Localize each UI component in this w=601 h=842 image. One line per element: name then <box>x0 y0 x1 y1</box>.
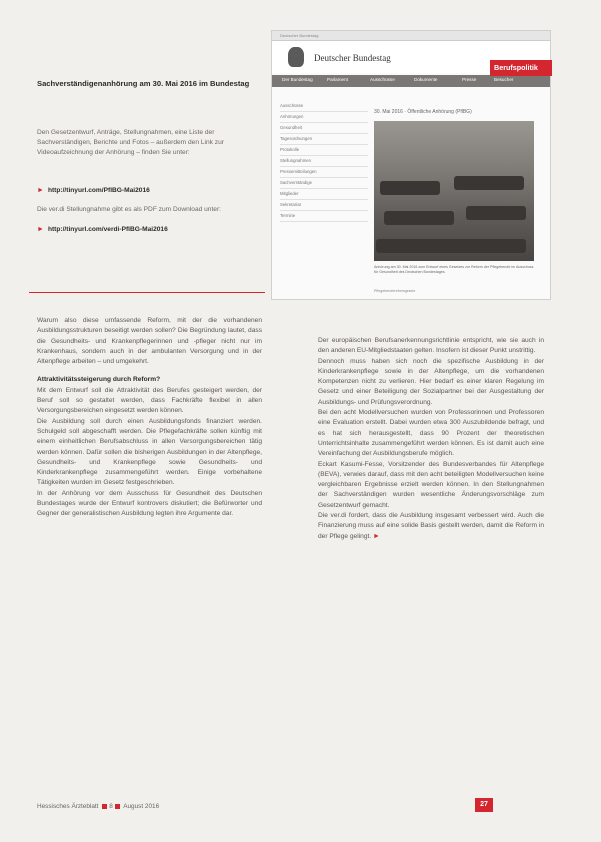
right-column <box>318 336 544 542</box>
page-number: 27 <box>475 798 493 812</box>
square-icon <box>115 804 120 809</box>
sidebar-item[interactable]: Pressemitteilungen <box>280 167 368 178</box>
paragraph: Warum also diese umfassende Reform, mit der die vorhandenen Ausbildungsstrukturen beseitigt werden sollen? Die Begründung lautet, dass die Gesundheits- und Krankenpflegerinnen und -pfleger nicht nur im Krankenhaus, sondern auch in der ambulanten Versorgung und in der Altenpflege arbeiten – und umgekehrt. <box>37 317 262 366</box>
hearing-photo <box>374 121 534 261</box>
arrow-right-icon: ► <box>373 532 380 540</box>
paragraph: In der Anhörung vor dem Ausschuss für Gesundheit des Deutschen Bundestages wurde der Entwurf kontrovers diskutiert; die Befürworter und Gegner der generalistischen Ausbildung legten ihre Argumente dar. <box>37 489 262 518</box>
subheading: Attraktivitätssteigerung durch Reform? <box>37 376 161 384</box>
info-box-text-2: Die ver.di Stellungnahme gibt es als PDF zum Download unter: <box>37 206 221 213</box>
article-headline: 30. Mai 2016 · Öffentliche Anhörung (PflBG) <box>374 109 472 115</box>
nav-item[interactable]: Presse <box>462 77 477 82</box>
nav-item[interactable]: Ausschüsse <box>370 77 395 82</box>
nav-item[interactable]: Dokumente <box>414 77 438 82</box>
paragraph: Der europäischen Berufsanerkennungsrichtlinie entspricht, wie sie auch in den anderen EU-Mitgliedstaaten gelten. Insofern ist dieser Punkt unstrittig. <box>318 337 544 355</box>
nav-item[interactable]: Besucher <box>494 77 514 82</box>
paragraph: Die Ausbildung soll durch einen Ausbildungsfonds finanziert werden. Schulgeld soll abgeschafft werden. Die Pflegefachkräfte sollen künftig mit einem einheitlichen Berufsabschluss in allen Versorgungsbereichen tätig werden können. Dafür sollen die bisherigen Ausbildungen in der Altenpflege, Gesundheits- und Krankenpflege sowie Gesundheits- und Kinderkrankenpflege zusammengeführt werden. Einige vorbehaltene Tätigkeiten wurden im Gesetz festgeschrieben. <box>37 417 262 487</box>
paragraph: Eckart Kasumi-Fesse, Vorsitzender des Bundesverbandes für Altenpflege (BEVA), verwies darauf, dass mit den acht beteiligten Modellversuchen keine vergleichbaren Ergebnisse erzielt werden können. In den Stellungnahmen der Sachverständigen wurden wesentliche Änderungsvorschläge zum Gesetzentwurf gemacht. <box>318 460 544 509</box>
browser-bar: Deutscher Bundestag <box>272 31 550 41</box>
info-box-link-2[interactable]: ► http://tinyurl.com/verdi-PflBG-Mai2016 <box>37 226 168 233</box>
sidebar-item[interactable]: Mitglieder <box>280 189 368 200</box>
nav-item[interactable]: Parlament <box>327 77 348 82</box>
screenshot-footnote: Pflegeberufereformgesetz <box>374 289 416 293</box>
sidebar-item[interactable]: Anhörungen <box>280 112 368 123</box>
paragraph: Mit dem Entwurf soll die Attraktivität des Berufes gesteigert werden, der Beruf soll so gestaltet werden, dass Fachkräfte flexibel in allen Versorgungsbereichen eingesetzt werden können. <box>37 386 262 415</box>
page-footer: Hessisches Ärzteblatt 8 August 2016 <box>37 803 160 810</box>
paragraph: Dennoch muss haben sich noch die spezifische Ausbildung in der Kinderkrankenpflege sowie in der Altenpflege, um die vorhandenen Kompetenzen nicht zu verlieren. Hier bedarf es einer klaren Regelung im Gesetz und einer Beteiligung der Sozialpartner bei der Ausgestaltung der Ausbildungs- und Prüfungsverordnung. <box>318 357 544 406</box>
info-box-text-1: Den Gesetzentwurf, Anträge, Stellungnahmen, eine Liste der Sachverständigen, Berichte und Fotos – außerdem den Link zur Videoaufzeichnung der Anhörung – finden Sie unter: <box>37 129 224 156</box>
info-box <box>29 30 265 293</box>
sidebar-item[interactable]: Termine <box>280 211 368 222</box>
arrow-right-icon: ► <box>37 226 44 233</box>
section-badge: Berufspolitik <box>490 60 552 76</box>
square-icon <box>102 804 107 809</box>
sidebar-item[interactable]: Protokolle <box>280 145 368 156</box>
site-nav <box>272 75 550 87</box>
left-column <box>37 316 262 520</box>
sidebar-item[interactable]: Ausschüsse <box>280 101 368 112</box>
site-title: Deutscher Bundestag <box>314 53 391 63</box>
info-box-heading: Sachverständigenanhörung am 30. Mai 2016 im Bundestag <box>37 79 250 88</box>
paragraph: Die ver.di fordert, dass die Ausbildung insgesamt verbessert wird. Auch die Finanzierung muss auf eine solide Basis gestellt werden, damit die Reform in der Pflege gelingt. ► <box>318 512 544 540</box>
paragraph: Bei den acht Modellversuchen wurden von Professorinnen und Professoren eine Evaluation erstellt. Dabei wurden etwa 300 Auszubildende befragt, und es hat sich herausgestellt, dass 90 Prozent der theoretischen Unterrichtsinhalte zusammengeführt werden können. Es ist damit auch eine Vereinfachung der Ausbildungsberufe möglich. <box>318 409 544 458</box>
sidebar-item[interactable]: Gesundheit <box>280 123 368 134</box>
sidebar-item[interactable]: Tagesordnungen <box>280 134 368 145</box>
nav-item[interactable]: Der Bundestag <box>282 77 313 82</box>
sidebar-item[interactable]: Stellungnahmen <box>280 156 368 167</box>
info-box-link-1[interactable]: ► http://tinyurl.com/PflBG-Mai2016 <box>37 187 150 194</box>
site-sidebar <box>280 101 368 222</box>
arrow-right-icon: ► <box>37 187 44 194</box>
federal-eagle-icon <box>288 47 304 67</box>
sidebar-item[interactable]: Sekretariat <box>280 200 368 211</box>
photo-caption: Anhörung am 30. Mai 2016 zum Entwurf eines Gesetzes zur Reform der Pflegeberufe im Ausschuss für Gesundheit des Deutschen Bundestages. <box>374 265 534 274</box>
sidebar-item[interactable]: Sachverständige <box>280 178 368 189</box>
